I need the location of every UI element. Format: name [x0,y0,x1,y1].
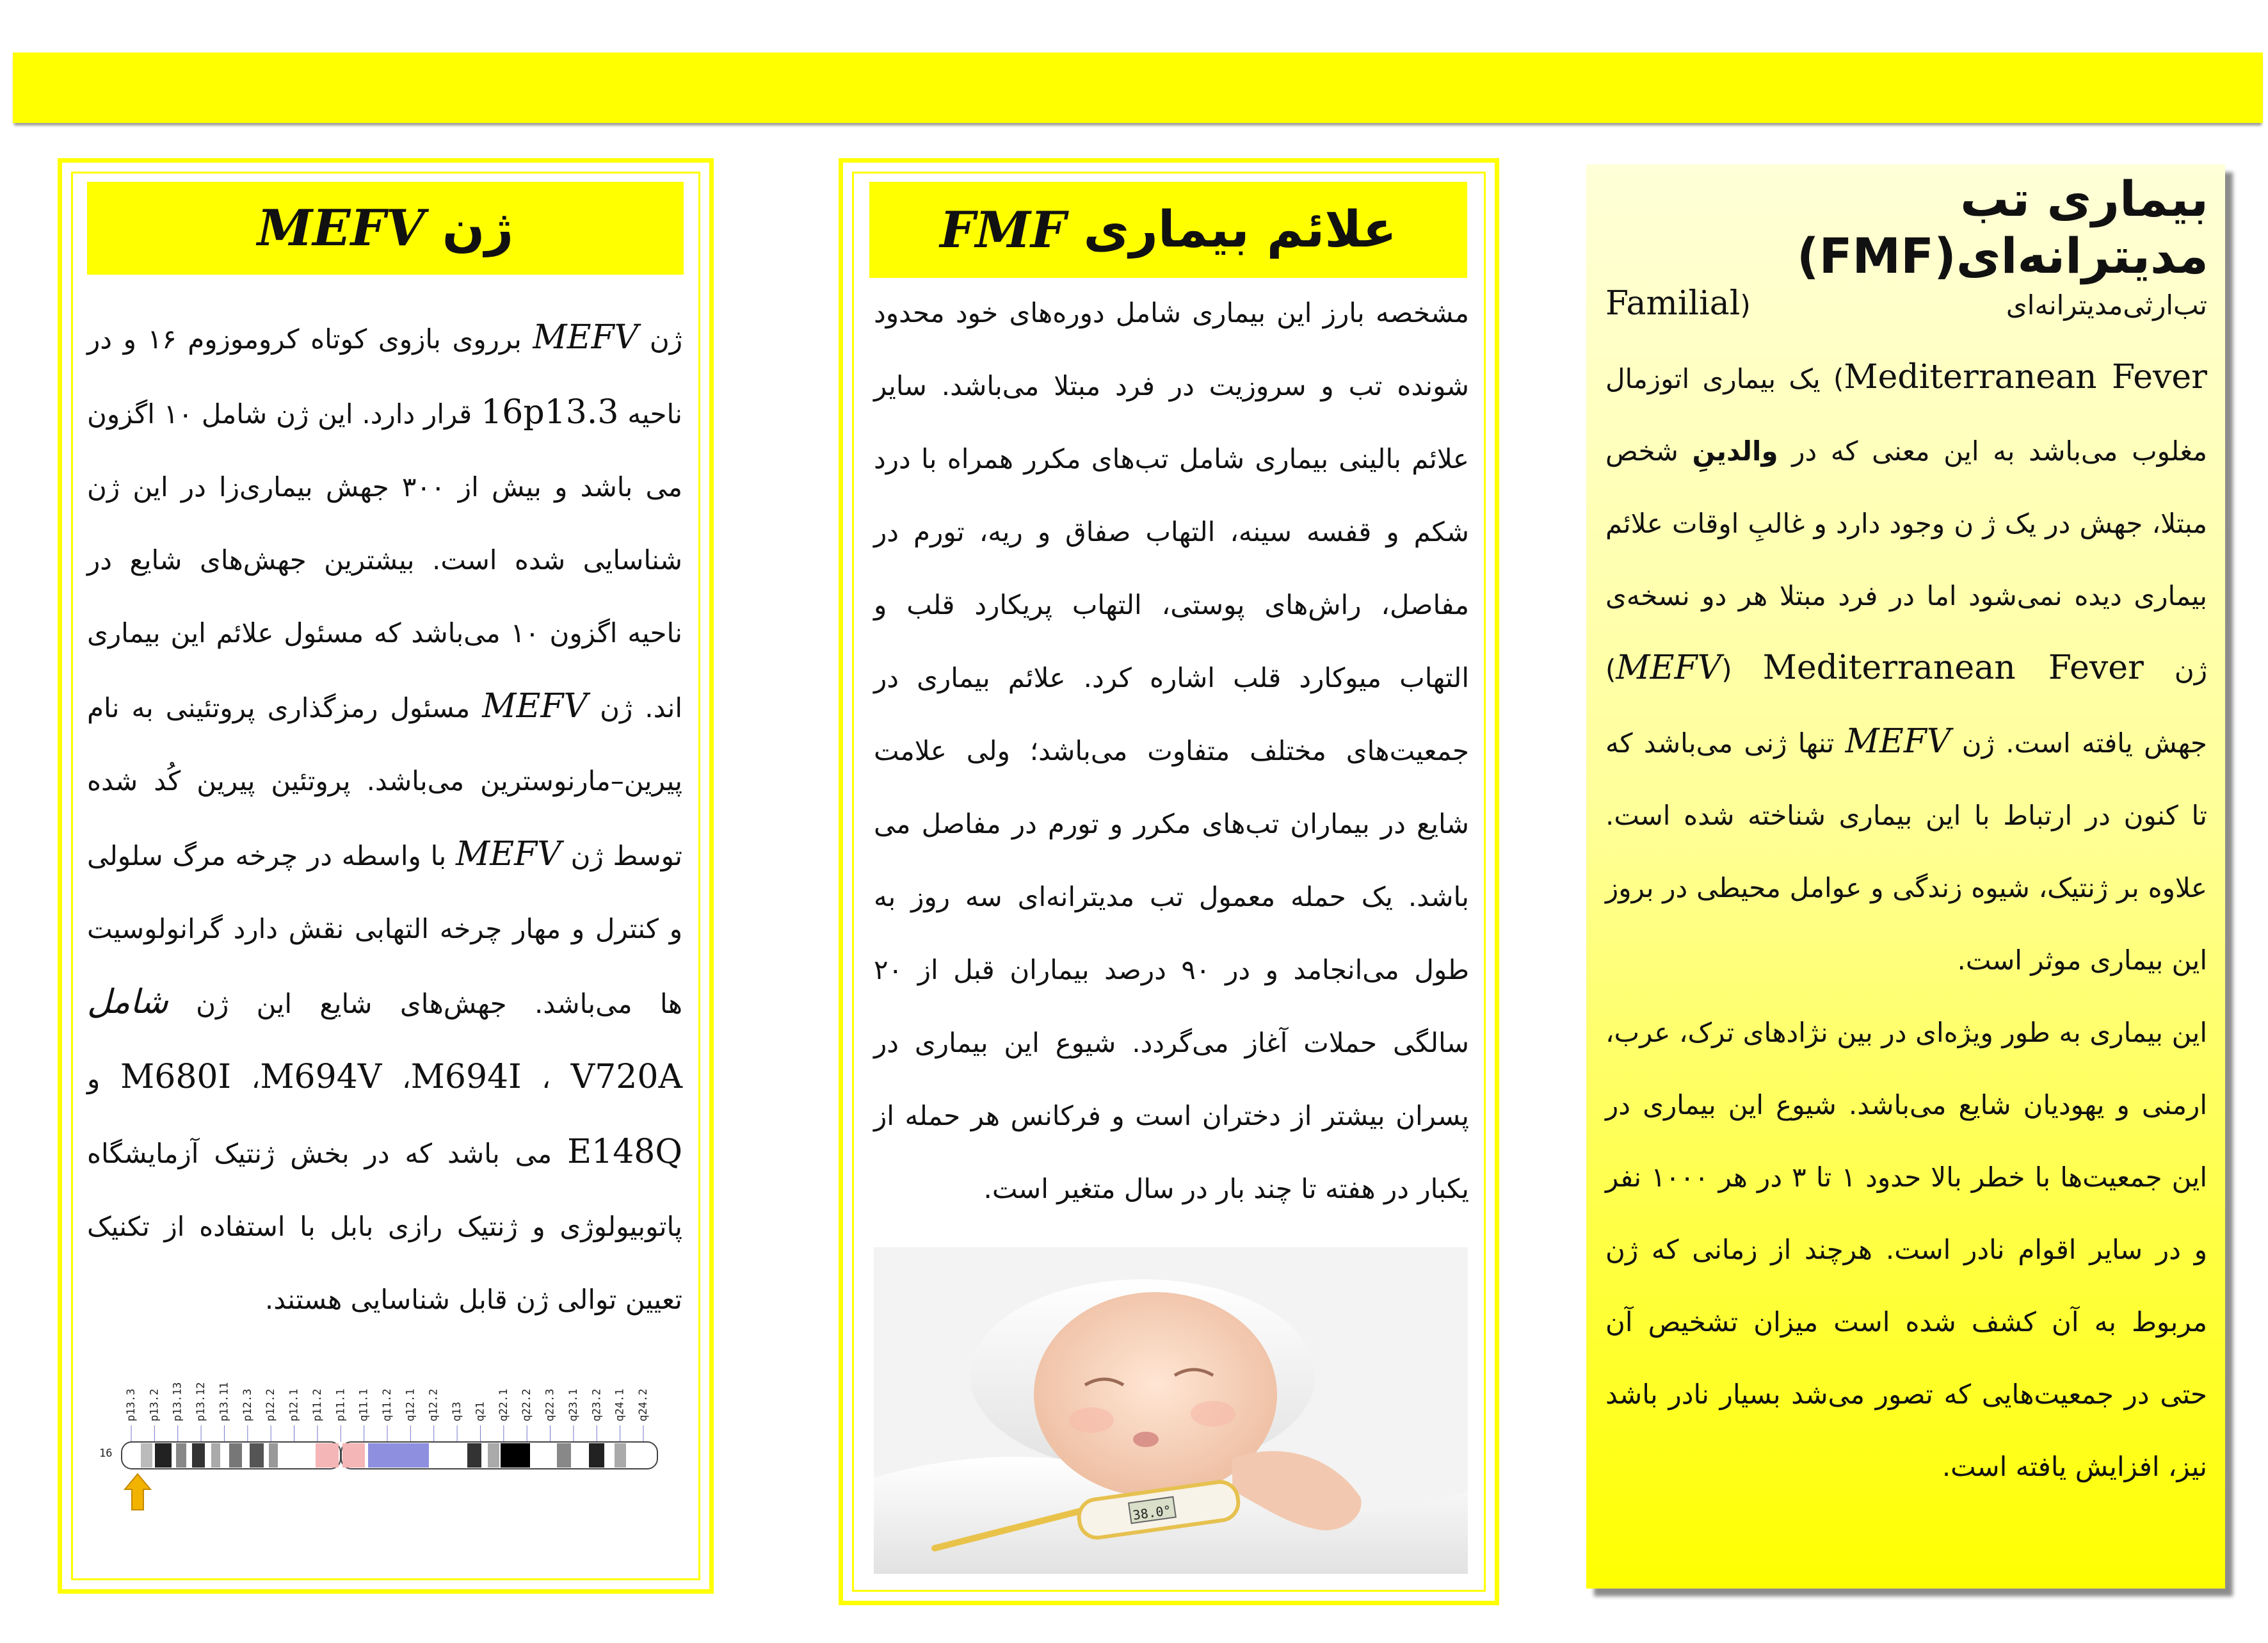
text-run: قرار دارد. این ژن شامل ۱۰ اگزون می باشد و بیش از ۳۰۰ جهش بیماری‌زا در این ژن شناسایی شده است. بیشترین جهش‌های شایع در ناحیه اگزون ۱۰ می‌باشد که مسئول علائم این بیماری اند. ژن [87,398,682,724]
arrow-up-icon [125,1474,150,1510]
text-run: ژن [638,323,682,355]
text-run: ( [1721,654,1763,685]
band-label: q11.2 [381,1388,394,1421]
gene-paragraph [87,301,682,1336]
symptoms-panel-heading [869,182,1467,278]
fmf-text [1605,268,2207,1503]
band-label: q22.1 [497,1388,510,1421]
text-run: این بیماری به طور ویژه‌ای در بین نژادهای ترک، عرب، ارمنی و یهودیان شایع می‌باشد. شیوع این بیماری در این جمعیت‌ها با خطر بالا حدود ۱ تا ۳ در هر ۱۰۰۰ نفر و در سایر اقوام نادر است. هرچند از زمانی که ژن مربوط به آن کشف شده است میزان تشخیص آن حتی در جمعیت‌هایی که تصور می‌شد بسیار نادر باشد نیز، افزایش یافته است. [1605,1017,2208,1482]
band-label: p13.12 [195,1382,208,1421]
text-run: می باشد که در بخش ژنتیک آزمایشگاه پاتوبیولوژی و ژنتیک رازی بابل با استفاده از تکنیک تعیین توالی ژن قابل شناسایی هستند. [87,1138,682,1315]
band-label: p11.1 [334,1388,348,1421]
symptoms-heading-latin: FMF [940,200,1066,259]
symptoms-paragraph [874,277,1469,1226]
band-label: q12.1 [404,1388,417,1421]
band-label: q24.1 [613,1388,627,1421]
sick-baby-photo [874,1247,1468,1574]
chromosome-number-label: 16 [99,1447,113,1460]
gene-heading-latin: MEFV [257,199,425,257]
band-label: q21 [474,1402,487,1421]
fmf-panel-heading: بیماری تب مدیترانه‌ای(FMF) [1796,170,2208,284]
text-run: MEFV [1616,649,1722,687]
thermometer-reading: 38.0° [1132,1502,1173,1523]
fmf-paragraph-1 [1605,268,2207,996]
band-label: p13.13 [171,1382,184,1421]
text-run: MEFV [533,318,639,357]
text-run: ) یک بیماری اتوزمال مغلوب می‌باشد به این معنی که در [1605,363,2207,467]
band-label: q13 [451,1402,464,1421]
text-run: مشخصه بارز این بیماری شامل دوره‌های خود محدود شونده تب و سروزیت در فرد مبتلا می‌باشد. سایر علائم بالینی بیماری شامل تب‌های مکرر همراه با درد شکم و قفسه سینه، التهاب صفاق و ریه، تورم در مفاصل، راش‌های پوستی، التهاب پریکارد قلب و التهاب میوکارد قلب اشاره کرد. علائم بیماری در جمعیت‌های مختلف متفاوت می‌باشد؛ ولی علامت شایع در بیماران تب‌های مکرر و تورم در مفاصل می باشد. یک حمله معمول تب مدیترانه‌ای سه روز به طول می‌انجامد و در ۹۰ درصد بیماران قبل از ۲۰ سالگی حملات آغاز می‌گردد. شیوع این بیماری در پسران بیشتر از دختران است و فرکانس هر حمله از یکبار در هفته تا چند بار در سال متغیر است. [874,297,1469,1204]
band-label: q23.2 [590,1388,604,1421]
band-label: q11.1 [357,1388,371,1421]
text-run: V720A [570,1058,683,1096]
text-run: ، [382,1063,411,1094]
band-label: q23.1 [567,1388,580,1421]
symptoms-heading-fa: علائم بیماری [1083,201,1397,259]
sick-baby-illustration [874,1247,1468,1574]
band-label: q22.3 [543,1388,557,1421]
text-run: مسئول رمزگذاری پروتئینی به نام پیرین–مارنوسترین می‌باشد. پروتئین پیرین کُد شده توسط ژن [87,692,682,871]
text-run: ، [521,1063,571,1094]
fmf-paragraph-2 [1605,996,2207,1503]
text-run: M694V [260,1058,382,1096]
band-labels [125,1382,650,1442]
text-run: شخص مبتلا، جهش در یک ژ ن وجود دارد و غالبِ اوقات علائم بیماری دیده نمی‌شود اما در فرد مبتلا هر دو نسخه‌ی ژن [1605,435,2207,685]
text-run: با واسطه در چرخه مرگ سلولی و کنترل و مهار چرخه التهابی نقش دارد گرانولوسیت ها می‌باشد. جهش‌های شایع این ژن [87,840,682,1019]
band-label: q12.2 [427,1388,440,1421]
text-run: 16p13.3 [481,393,619,432]
band-label: p13.2 [148,1388,161,1421]
text-run: M680I [120,1058,232,1096]
text-run: تب‌ارثی‌مدیترانه‌ای ( [1740,289,2207,321]
text-run: ) جهش یافته است. ژن [1605,654,2207,759]
band-label: q22.2 [520,1388,534,1421]
text-run: تنها ژنی می‌باشد که تا کنون در ارتباط با این بیماری شناخته شده است. علاوه بر ژنتیک، شیوه زندگی و عوامل محیطی در بروز این بیماری موثر است. [1605,727,2207,976]
text-run: برروی بازوی کوتاه کروموزوم ۱۶ و در ناحیه [87,323,682,430]
text-run: Familial Mediterranean Fever [1605,284,2208,396]
text-run: والدینِ [1692,435,1778,467]
band-label: p12.3 [241,1388,254,1421]
text-run: شامل [87,983,168,1021]
text-run: MEFV [1845,722,1951,761]
chromosome-body [122,1442,657,1469]
text-run: و [87,1063,120,1094]
band-label: q24.2 [637,1388,650,1421]
gene-panel-heading [87,182,684,275]
text-run: ، [231,1063,261,1094]
top-banner [13,53,2263,123]
text-run: MEFV [455,835,561,873]
band-label: p13.11 [218,1382,231,1421]
chromosome-16-ideogram [96,1332,672,1524]
text-run: MEFV [482,687,588,725]
band-label: p13.3 [125,1388,138,1421]
text-run: E148Q [567,1133,682,1171]
text-run: M694I [410,1058,522,1096]
band-label: p12.2 [264,1388,278,1421]
gene-heading-fa: ژن [442,199,514,257]
band-label: p11.2 [310,1388,324,1421]
band-label: p12.1 [287,1388,301,1421]
text-run: Mediterranean Fever [1762,649,2144,687]
